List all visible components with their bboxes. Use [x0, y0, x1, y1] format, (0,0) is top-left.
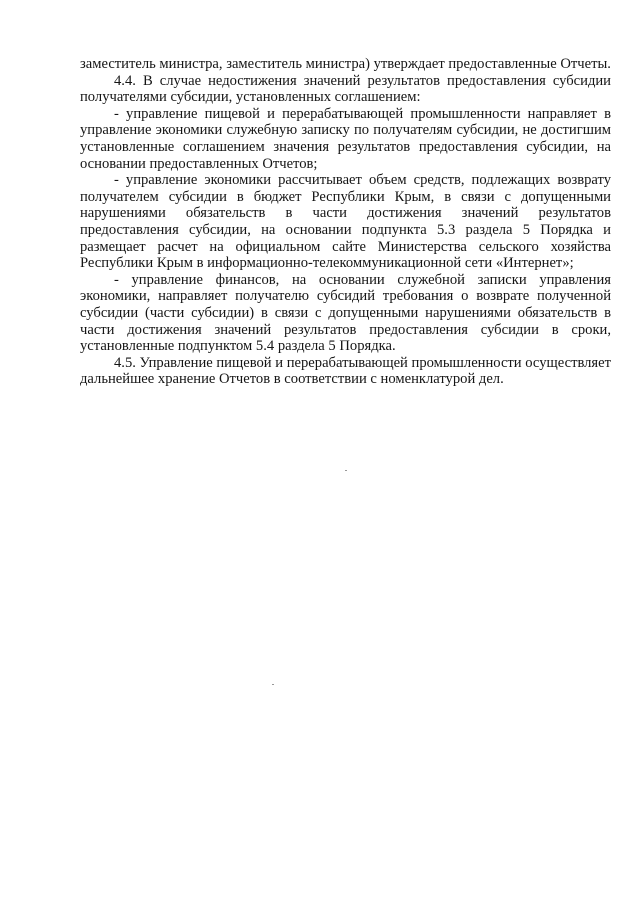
scan-speck [272, 684, 274, 685]
paragraph-4-4: 4.4. В случае недостижения значений результатов предоставления субсидии получателями субсидии, установленных соглашением: [80, 72, 611, 106]
scan-speck [345, 470, 347, 471]
paragraph-economy-directorate: - управление экономики рассчитывает объем средств, подлежащих возврату получателем субсидии в бюджет Республики Крым, в связи с допущенными нарушениями обязательств в части достижения значений результатов предоставления субсидии, на основании подпункта 5.3 раздела 5 Порядка и размещает расчет на официальном сайте Министерства сельского хозяйства Республики Крым в информационно-телекоммуникационной сети «Интернет»; [80, 172, 611, 272]
paragraph-continuation: заместитель министра, заместитель министра) утверждает предоставленные Отчеты. [80, 56, 611, 72]
paragraph-4-5: 4.5. Управление пищевой и перерабатывающей промышленности осуществляет дальнейшее хранение Отчетов в соответствии с номенклатурой дел. [80, 354, 611, 388]
document-body [80, 56, 611, 388]
paragraph-finance-directorate: - управление финансов, на основании служебной записки управления экономики, направляет получателю субсидий требования о возврате полученной субсидии (части субсидии) в связи с допущенными нарушениями обязательств в части достижения значений результатов предоставления субсидии в сроки, установленные подпунктом 5.4 раздела 5 Порядка. [80, 271, 611, 355]
paragraph-food-industry-directorate: - управление пищевой и перерабатывающей промышленности направляет в управление экономики служебную записку по получателям субсидии, не достигшим установленные соглашением значения результатов предоставления субсидии, на основании предоставленных Отчетов; [80, 105, 611, 172]
